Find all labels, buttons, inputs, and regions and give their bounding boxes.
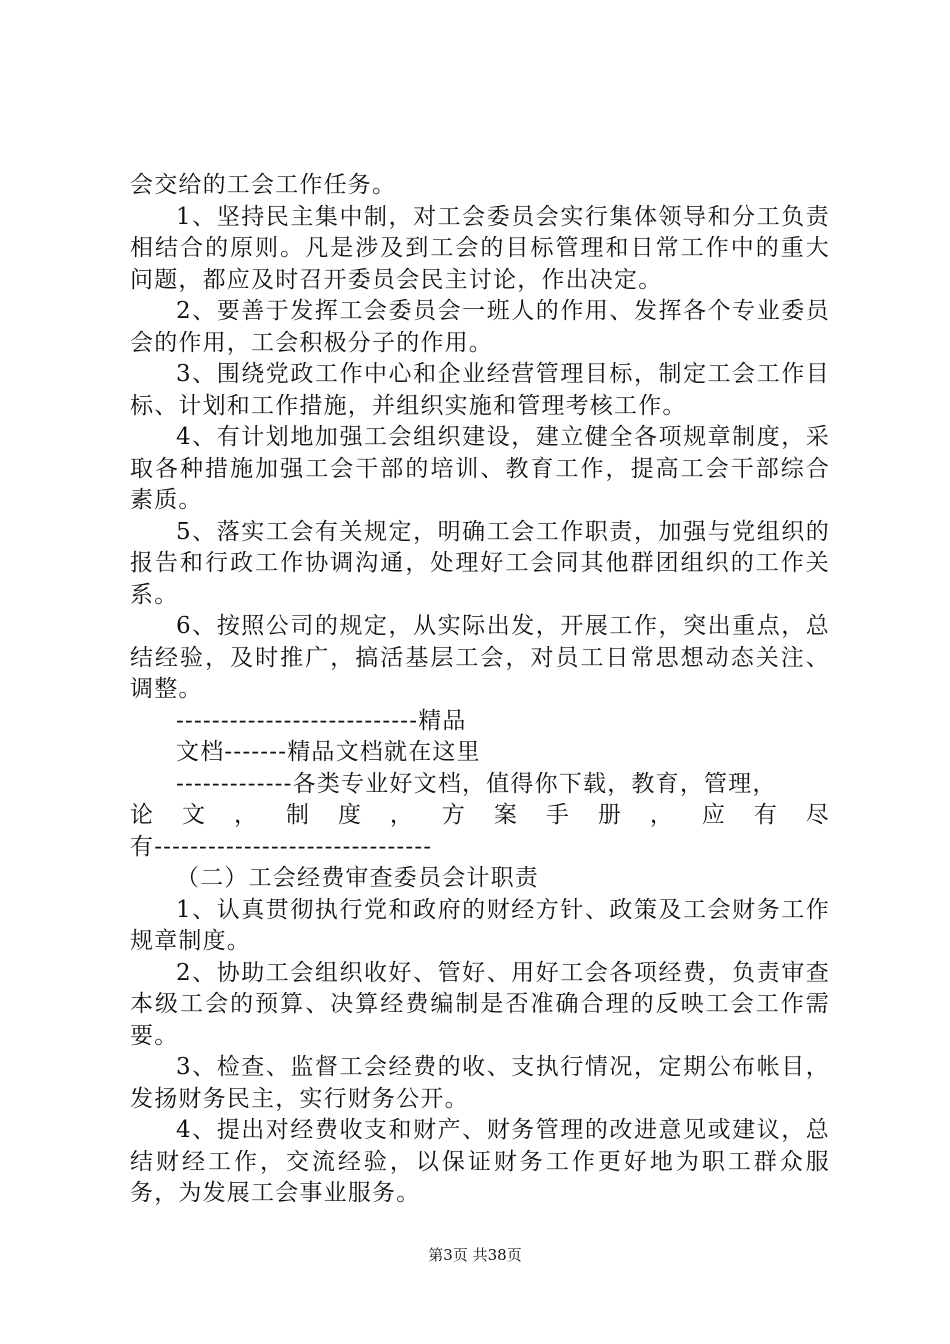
promo-word: 有 [753,802,779,828]
paragraph-audit-3: 3、检查、监督工会经费的收、支执行情况，定期公布帐目，发扬财务民主，实行财务公开。 [130,1054,830,1112]
promo-word: 方 [441,802,467,828]
promo-line-4 [130,800,830,832]
paragraph-item-1: 1、坚持民主集中制，对工会委员会实行集体领导和分工负责相结合的原则。凡是涉及到工会的目标管理和日常工作中的重大问题，都应及时召开委员会民主讨论，作出决定。 [130,203,830,293]
promo-block [130,706,830,864]
promo-word: 制 [285,802,311,828]
paragraph-audit-1: 1、认真贯彻执行党和政府的财经方针、政策及工会财务工作规章制度。 [130,896,830,954]
promo-word: 册 [597,802,623,828]
paragraph-audit-2: 2、协助工会组织收好、管好、用好工会各项经费，负责审查本级工会的预算、决算经费编制是否准确合理的反映工会工作需要。 [130,959,830,1049]
page-number-label: 第3页 共38页 [428,1246,522,1264]
paragraph-item-6: 6、按照公司的规定，从实际出发，开展工作，突出重点，总结经验，及时推广，搞活基层工会，对员工日常思想动态关注、调整。 [130,613,830,702]
promo-line-1: ---------------------------精品 [176,707,467,734]
promo-line-3: -------------各类专业好文档，值得你下载，教育，管理， [176,770,777,797]
promo-word: 文 [181,802,207,828]
promo-word: ， [233,802,259,828]
paragraph-continuation: 会交给的工会工作任务。 [130,172,397,198]
paragraph-item-5: 5、落实工会有关规定，明确工会工作职责，加强与党组织的报告和行政工作协调沟通，处理好工会同其他群团组织的工作关系。 [130,518,830,608]
promo-word: 应 [701,802,727,828]
promo-word: ， [389,802,415,828]
promo-line-2: 文档-------精品文档就在这里 [176,739,481,765]
paragraph-item-3: 3、围绕党政工作中心和企业经营管理目标，制定工会工作目标、计划和工作措施，并组织实施和管理考核工作。 [130,361,830,419]
promo-word: 案 [493,802,519,828]
section-heading: （二）工会经费审查委员会计职责 [176,865,539,891]
page-footer [0,1244,950,1265]
promo-line-5: 有------------------------------- [130,833,433,860]
promo-word: 论 [130,802,155,828]
paragraph-item-4: 4、有计划地加强工会组织建设，建立健全各项规章制度，采取各种措施加强工会干部的培训、教育工作，提高工会干部综合素质。 [130,424,830,513]
promo-word: 手 [545,802,571,828]
paragraph-item-2: 2、要善于发挥工会委员会一班人的作用、发挥各个专业委员会的作用，工会积极分子的作用。 [130,298,830,356]
promo-word: 尽 [805,802,830,828]
promo-word: 度 [337,802,363,828]
promo-word: ， [649,802,675,828]
paragraph-audit-4: 4、提出对经费收支和财产、财务管理的改进意见或建议，总结财经工作，交流经验，以保证财务工作更好地为职工群众服务，为发展工会事业服务。 [130,1117,830,1206]
document-body [130,170,830,1210]
